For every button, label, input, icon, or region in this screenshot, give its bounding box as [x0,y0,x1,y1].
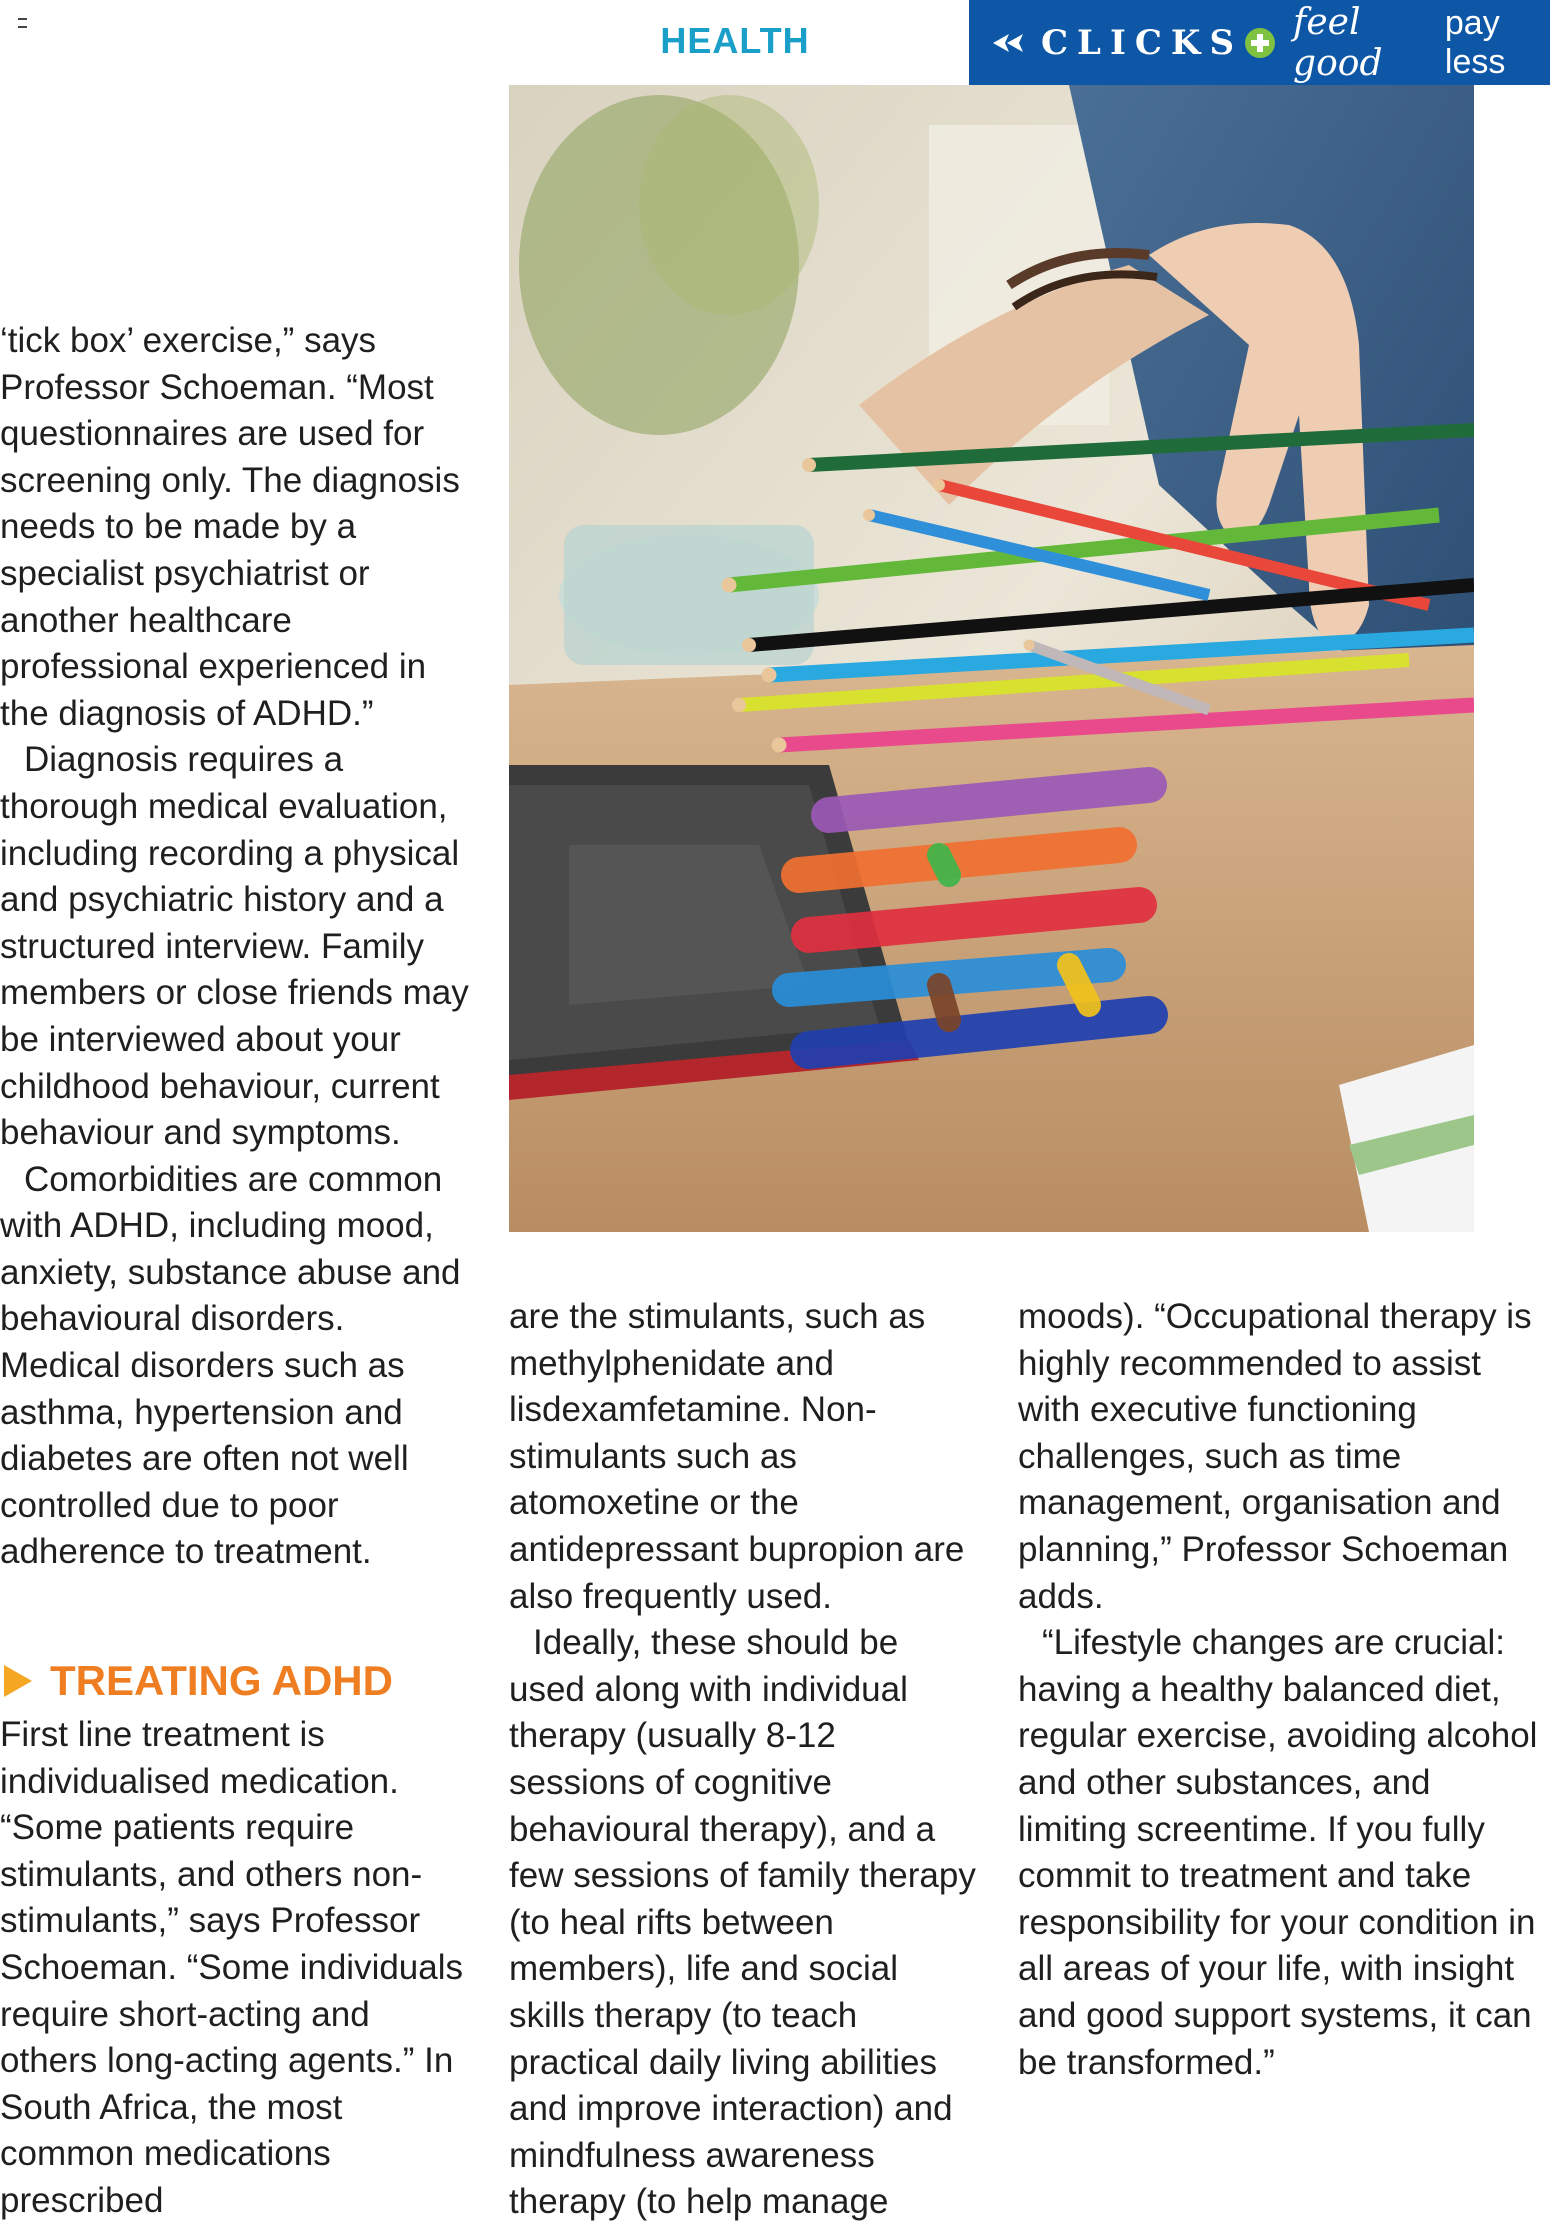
paragraph: First line treatment is individualised medication. “Some patients require stimulants, and others non-stimulants,” says Professor Schoeman. “Some individuals require short-acting and others long-acting agents.” In South Africa, the most common medications prescribed [0,1715,464,2220]
pencil-tip [762,668,777,683]
article-photo [509,85,1474,1232]
pencil-tip [722,578,737,593]
subheading-text: TREATING ADHD [50,1657,393,1704]
pencil-tip [742,638,756,652]
article-column-1-continued [0,1712,470,2225]
brand-tagline-plain: pay less [1444,3,1506,81]
paragraph: are the stimulants, such as methylphenidate and lisdexamfetamine. Non-stimulants such as atomoxetine or the antidepressant bupropion are also frequently used. [509,1297,965,1616]
section-label: HEALTH [660,20,810,61]
article-column-3 [1018,1294,1538,2086]
brand-banner [969,0,1550,85]
pencil-tip [772,738,787,753]
marker-pen [939,855,949,875]
plus-cross-icon [1245,28,1275,58]
pencil-tip [1024,640,1035,651]
paragraph: Diagnosis requires a thorough medical evaluation, including recording a physical and psychiatric history and a structured interview. Family members or close friends may be interviewed about your childhood behaviour, current behaviour and symptoms. [0,740,469,1153]
pencil-tip [732,698,746,712]
article-column-1 [0,318,470,1576]
pencil-tip [863,509,875,521]
triangle-arrow-icon [4,1665,32,1697]
page-marker [18,18,27,28]
paragraph: “Lifestyle changes are crucial: having a healthy balanced diet, regular exercise, avoiding alcohol and other substances, and limiting screentime. If you fully commit to treatment and take responsibility for your condition in all areas of your life, with insight and good support systems, it can be transformed.” [1018,1623,1538,2082]
subheading-treating-adhd [0,1657,393,1705]
clicks-logo [991,23,1275,63]
brand-name: CLICKS [1041,22,1244,63]
marker-pen [939,985,949,1020]
swoosh-icon [991,28,1037,58]
paragraph: ‘tick box’ exercise,” says Professor Schoeman. “Most questionnaires are used for screening only. The diagnosis needs to be made by a specialist psychiatrist or another healthcare professional experienced in the diagnosis of ADHD.” [0,321,460,733]
paragraph: Comorbidities are common with ADHD, including mood, anxiety, substance abuse and behavioural disorders. Medical disorders such as asthma, hypertension and diabetes are often not well controlled due to poor adherence to treatment. [0,1159,461,1572]
pencil-tip [802,458,816,472]
pencil-tip [933,479,945,491]
brand-tagline-script: feel good [1293,1,1383,84]
article-column-2 [509,1294,979,2226]
paragraph: Ideally, these should be used along with individual therapy (usually 8-12 sessions of cognitive behavioural therapy), and a few sessions of family therapy (to heal rifts between members), life and social skills therapy (to teach practical daily living abilities and improve interaction) and mindfulness awareness therapy (to help manage [509,1623,976,2222]
paragraph: moods). “Occupational therapy is highly recommended to assist with executive functioning challenges, such as time management, organisation and planning,” Professor Schoeman adds. [1018,1297,1532,1616]
